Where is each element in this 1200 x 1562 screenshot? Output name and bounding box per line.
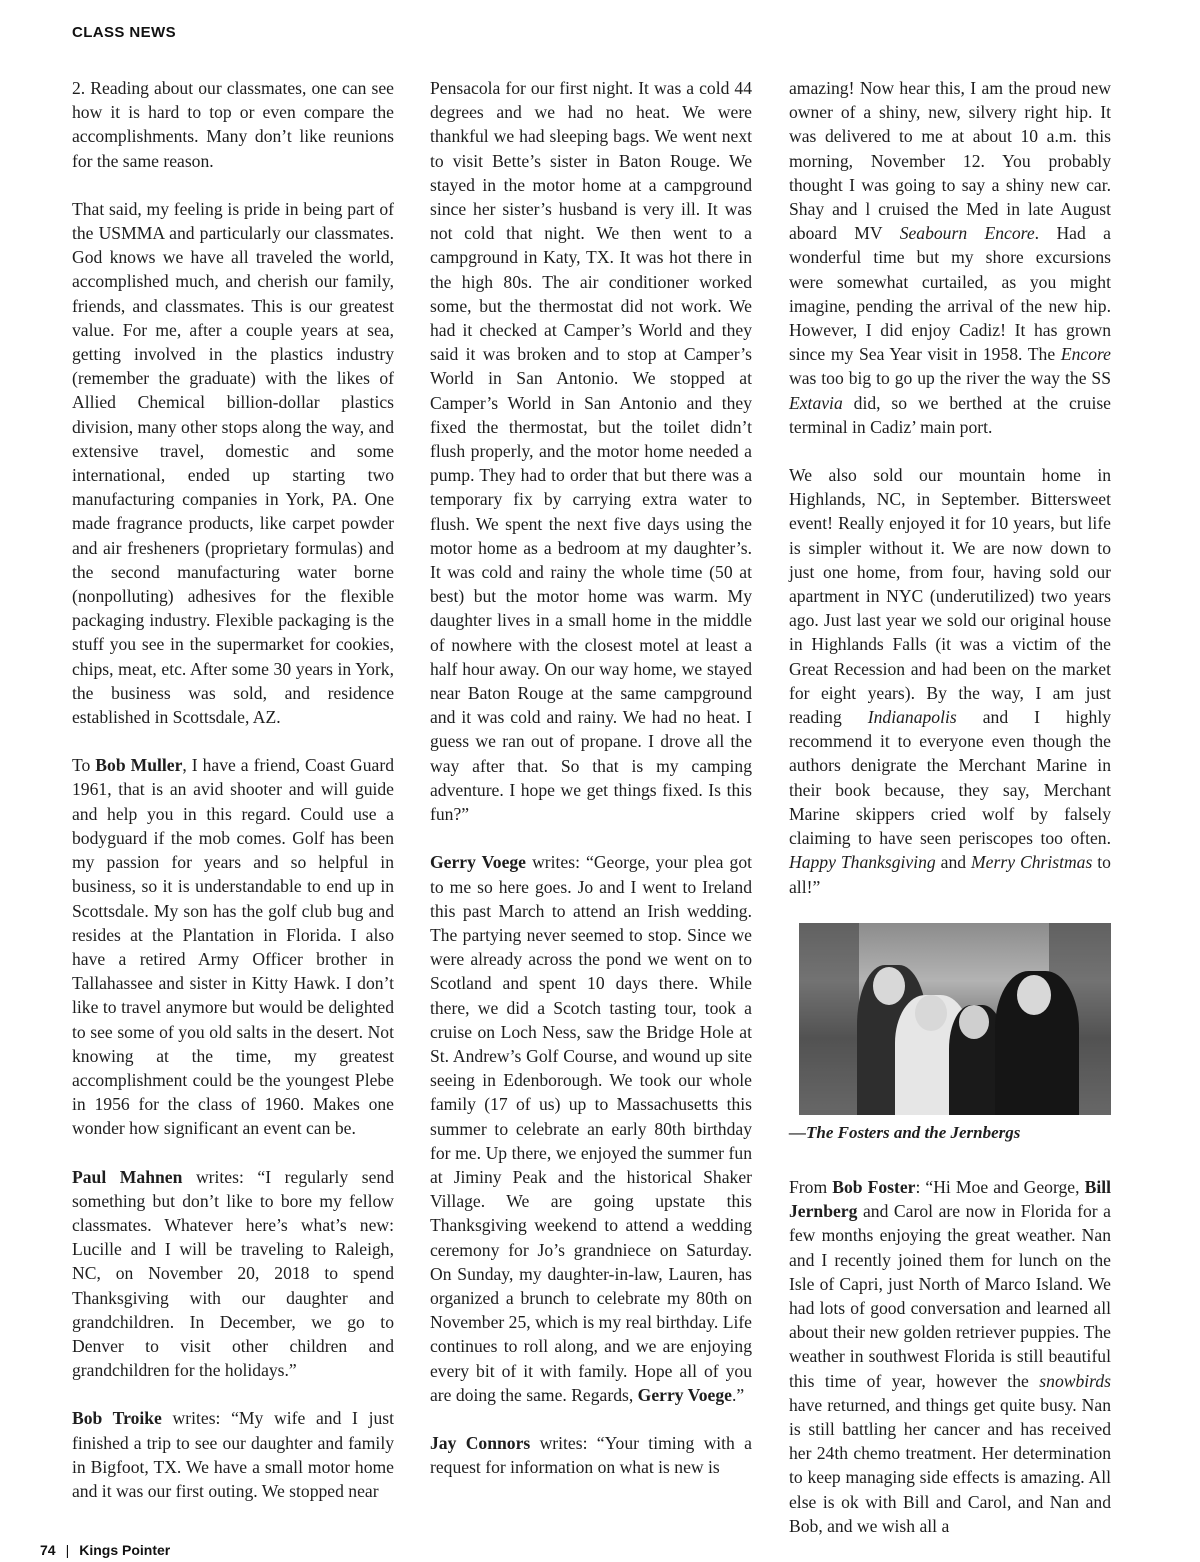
col3-p2-b: and I highly recommend it to everyone even though the authors denigrate the Merchant Marine in their book because, they say, Merchant Marine skippers cried wolf by falsely claiming to have seen periscopes too often. (789, 707, 1112, 849)
col2-p2-text: writes: “George, your plea got to me so here goes. Jo and I went to Ireland this past March to attend an Irish wedding. The partying never seemed to stop. Since we were already across the pond we went on to Scotland and spent 10 days there. While there, we did a Scotch tasting tour, took a cruise on Loch Ness, saw the Bridge Hole at St. Andrew’s Golf Course, and wound up site seeing in Edenborough. We took our whole family (17 of us) up to Massachusetts this summer to celebrate an early 80th birthday for me. Up there, we enjoyed the summer fun at Jiminy Peak and the historical Shaker Village. We are going upstate this Thanksgiving weekend to attend a wedding ceremony for Jo’s grandniece on Saturday. On Sunday, my daughter-in-law, Lauren, has organized a brunch to celebrate my 80th on November 25, which is my real birthday. Life continues to roll along, and we are enjoying every bit of it with family. Hope all of you are doing the same. Regards, (430, 852, 752, 1405)
page-footer (40, 1542, 170, 1558)
group-photo (799, 923, 1111, 1115)
col2-p2-end: .” (731, 1384, 745, 1405)
col1-p5-text: writes: “My wife and I just finished a trip to see our daughter and family in Bigfoot, TX. We have a small motor home and it was our first outing. We stopped near (72, 1408, 394, 1501)
name-jay-connors: Jay Connors (430, 1432, 531, 1453)
col2-paragraph-2 (430, 850, 752, 1407)
col3-p1-a: amazing! Now hear this, I am the proud new owner of a shiny, new, silvery right hip. It was delivered to me at about 10 a.m. this morning, November 12. You probably thought I was going to say a shiny new car. Shay and l cruised the Med in late August aboard MV (789, 78, 1111, 244)
merry-christmas: Merry Christmas (971, 852, 1093, 873)
name-bob-muller: Bob Muller (95, 755, 183, 776)
happy-thanksgiving: Happy Thanksgiving (789, 852, 936, 873)
photo-caption: —The Fosters and the Jernbergs (789, 1122, 1021, 1142)
col3-p3-c: have returned, and things get quite busy. Nan is still battling her cancer and has received her 24th chemo treatment. Her determination to keep managing side effects is amazing. All else is ok with Bill and Carol, and Nan and Bob, and we wish all a (789, 1394, 1111, 1536)
col2-p3-text: writes: “Your timing with a request for information on what is new is (430, 1432, 752, 1478)
col1-paragraph-1: 2. Reading about our classmates, one can see how it is hard to top or even compare the accomplishments. Many don’t like reunions for the same reason. (72, 78, 394, 171)
column-3 (789, 76, 1111, 1562)
col3-p3-b: and Carol are now in Florida for a few months enjoying the great weather. Nan and I recently joined them for lunch on the Isle of Capri, just North of Marco Island. We had lots of good conversation and learned all about their new golden retriever puppies. The weather in southwest Florida is still beautiful this time of year, however the (789, 1201, 1111, 1391)
col2-paragraph-3 (430, 1431, 752, 1479)
col1-paragraph-3 (72, 753, 394, 1140)
name-bill-jernberg: Bill Jernberg (789, 1176, 1111, 1222)
col1-paragraph-4 (72, 1165, 394, 1383)
col3-paragraph-1 (789, 76, 1111, 439)
column-2 (430, 76, 752, 1503)
col3-p3-pre: From (789, 1176, 833, 1197)
section-label: CLASS NEWS (72, 24, 177, 41)
col1-p4-text: writes: “I regularly send something but don’t like to bore my fellow classmates. Whatever here’s what’s new: Lucille and I will be traveling to Raleigh, NC, on November 20, 2018 to spend Thanksgiving with our daughter and grandchildren. In December, we go to Denver to visit other children and grandchildren for the holidays.” (72, 1166, 394, 1381)
col3-p2-and: and (935, 852, 972, 873)
book-indianapolis: Indianapolis (867, 707, 957, 728)
page-number: 74 (40, 1542, 56, 1558)
col3-p1-d: did, so we berthed at the cruise terminal in Cadiz’ main port. (789, 392, 1111, 437)
col1-paragraph-5 (72, 1406, 394, 1503)
name-gerry-voege: Gerry Voege (430, 852, 526, 873)
col3-p2-a: We also sold our mountain home in Highlands, NC, in September. Bittersweet event! Really enjoyed it for 10 years, but life is simpler without it. We are now down to just one home, from four, having sold our apartment in NYC (underutilized) two years ago. Just last year we sold our original house in Highlands Falls (it was a victim of the Great Recession and had been on the market for eight years). By the way, I am just reading (789, 465, 1111, 728)
col3-paragraph-2 (789, 463, 1111, 899)
col1-paragraph-2: That said, my feeling is pride in being part of the USMMA and particularly our classmates. God knows we have all traveled the world, accomplished much, and cherish our family, friends, and classmates. This is our greatest value. For me, after a couple years at sea, getting involved in the plastics industry (remember the graduate) with the likes of Allied Chemical billion-dollar plastics division, many other stops along the way, and extensive travel, domestic and some international, ended up starting two manufacturing companies in York, PA. One made fragrance products, like carpet powder and air fresheners (proprietary formulas) and the second manufacturing water borne (nonpolluting) adhesives for the flexible packaging industry. Flexible packaging is the stuff you see in the supermarket for cookies, chips, meat, etc. After some 30 years in York, the business was sold, and residence established in Scottsdale, AZ. (72, 198, 394, 728)
publication-name: Kings Pointer (79, 1542, 171, 1558)
ship-extavia: Extavia (789, 392, 843, 413)
col3-p3-a: : “Hi Moe and George, (915, 1176, 1085, 1197)
ship-seabourn-encore: Seabourn Encore (899, 223, 1035, 244)
col1-p3-pre: To (72, 755, 96, 776)
column-1 (72, 76, 394, 1527)
footer-separator: | (65, 1542, 70, 1558)
snowbirds: snowbirds (1039, 1370, 1111, 1391)
col3-p1-c: was too big to go up the river the way the SS (789, 368, 1111, 389)
ship-encore: Encore (1060, 344, 1111, 365)
name-bob-troike: Bob Troike (72, 1408, 162, 1429)
col1-p3-text: , I have a friend, Coast Guard 1961, that is an avid shooter and will guide and help you in this regard. Could use a bodyguard if the mob comes. Golf has been my passion for years and so helpful in business, so it is understandable to end up in Scottsdale. My son has the golf club bug and resides at the Plantation in Florida. I also have a retired Army Officer brother in Tallahassee and sister in Kitty Hawk. I don’t like to travel anymore but would be delighted to see some of you old salts in the desert. Not knowing at the time, my greatest accomplishment could be the youngest Plebe in 1956 for the class of 1960. Makes one wonder how significant an event can be. (72, 755, 395, 1139)
name-bob-foster: Bob Foster (832, 1176, 916, 1197)
name-paul-mahnen: Paul Mahnen (72, 1166, 183, 1187)
col3-p1-b: . Had a wonderful time but my shore excursions were somewhat curtailed, as you might imagine, pending the arrival of the new hip. However, I did enjoy Cadiz! It has grown since my Sea Year visit in 1958. The (789, 223, 1111, 365)
col3-p2-end: to all!” (789, 852, 1111, 897)
col3-paragraph-3 (789, 1175, 1111, 1538)
signature-gerry-voege: Gerry Voege (637, 1384, 732, 1405)
col2-paragraph-1: Pensacola for our first night. It was a cold 44 degrees and we had no heat. We were thankful we had sleeping bags. We went next to visit Bette’s sister in Baton Rouge. We stayed in the motor home at a campground since her sister’s husband is very ill. It was not cold that night. We then went to a campground in Katy, TX. It was hot there in the high 80s. The air conditioner worked some, but the thermostat did not work. We had it checked at Camper’s World and they said it was broken and to stop at Camper’s World in San Antonio. We stopped at Camper’s World in San Antonio and they fixed the thermostat, but the toilet didn’t flush properly, and the motor home needed a pump. They had to order that but there was a temporary fix by carrying extra water to flush. We spent the next five days using the motor home as a bedroom at my daughter’s. It was cold and rainy the whole time (50 at best) but the motor home was warm. My daughter lives in a small home in the middle of nowhere with the closest motel at least a half hour away. On our way home, we stayed near Baton Rouge at the same campground and it was cold and rainy. We had no heat. I guess we ran out of propane. I drove all the way after that. So that is my camping adventure. I hope we get things fixed. Is this fun?” (430, 78, 752, 825)
